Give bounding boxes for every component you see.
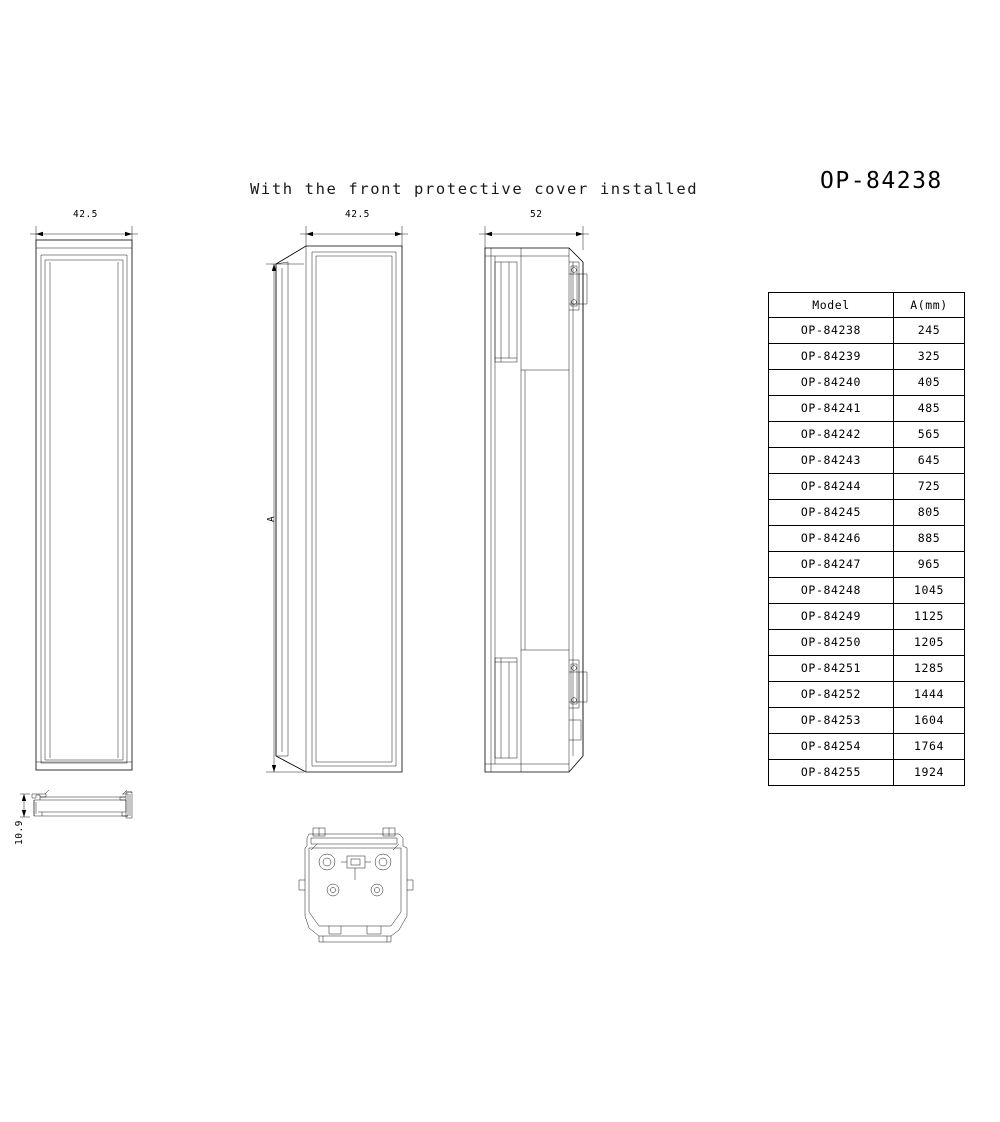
dimension-front-width: 42.5	[73, 209, 98, 220]
column-header-a-mm: A(mm)	[894, 293, 965, 318]
table-row	[769, 448, 965, 474]
part-number-title: OP-84238	[820, 168, 943, 194]
dimension-section-height: 10.9	[14, 820, 25, 845]
cell-model: OP-84251	[769, 656, 894, 682]
table-row	[769, 708, 965, 734]
table-row	[769, 604, 965, 630]
table-row	[769, 656, 965, 682]
table-row	[769, 734, 965, 760]
cell-a: 725	[894, 474, 965, 500]
model-spec-table	[768, 292, 965, 786]
front-view	[0, 200, 180, 800]
cell-a: 565	[894, 422, 965, 448]
cell-a: 1444	[894, 682, 965, 708]
cell-model: OP-84249	[769, 604, 894, 630]
cell-a: 325	[894, 344, 965, 370]
cell-model: OP-84241	[769, 396, 894, 422]
cell-model: OP-84239	[769, 344, 894, 370]
table-row	[769, 370, 965, 396]
cell-model: OP-84245	[769, 500, 894, 526]
table-row	[769, 500, 965, 526]
table-row	[769, 682, 965, 708]
table-row	[769, 578, 965, 604]
cell-a: 1764	[894, 734, 965, 760]
cell-a: 1045	[894, 578, 965, 604]
cell-a: 885	[894, 526, 965, 552]
cell-model: OP-84255	[769, 760, 894, 786]
table-row	[769, 318, 965, 344]
cell-model: OP-84247	[769, 552, 894, 578]
section-detail-view	[10, 786, 160, 846]
cell-model: OP-84246	[769, 526, 894, 552]
cell-a: 645	[894, 448, 965, 474]
cell-model: OP-84243	[769, 448, 894, 474]
cell-model: OP-84248	[769, 578, 894, 604]
dimension-iso-width: 42.5	[345, 209, 370, 220]
table-row	[769, 630, 965, 656]
table-row	[769, 526, 965, 552]
table-row	[769, 422, 965, 448]
cell-model: OP-84244	[769, 474, 894, 500]
table-row	[769, 344, 965, 370]
drawing-caption: With the front protective cover installed	[250, 180, 699, 198]
cell-a: 1125	[894, 604, 965, 630]
cell-model: OP-84254	[769, 734, 894, 760]
cell-model: OP-84252	[769, 682, 894, 708]
cell-a: 805	[894, 500, 965, 526]
cell-a: 1924	[894, 760, 965, 786]
table-row	[769, 760, 965, 786]
table-row	[769, 474, 965, 500]
table-row	[769, 396, 965, 422]
cell-model: OP-84238	[769, 318, 894, 344]
dimension-side-depth: 52	[530, 209, 543, 220]
table-row	[769, 552, 965, 578]
column-header-model: Model	[769, 293, 894, 318]
cell-model: OP-84240	[769, 370, 894, 396]
cell-a: 485	[894, 396, 965, 422]
cell-model: OP-84242	[769, 422, 894, 448]
table-header-row	[769, 293, 965, 318]
cell-a: 965	[894, 552, 965, 578]
cell-a: 245	[894, 318, 965, 344]
cell-a: 1604	[894, 708, 965, 734]
cell-a: 1205	[894, 630, 965, 656]
cell-a: 1285	[894, 656, 965, 682]
isometric-view	[260, 200, 440, 800]
cell-model: OP-84253	[769, 708, 894, 734]
side-view	[465, 200, 625, 800]
cell-model: OP-84250	[769, 630, 894, 656]
cell-a: 405	[894, 370, 965, 396]
dimension-height-symbol: A	[266, 515, 277, 522]
cross-section-view	[295, 820, 425, 960]
